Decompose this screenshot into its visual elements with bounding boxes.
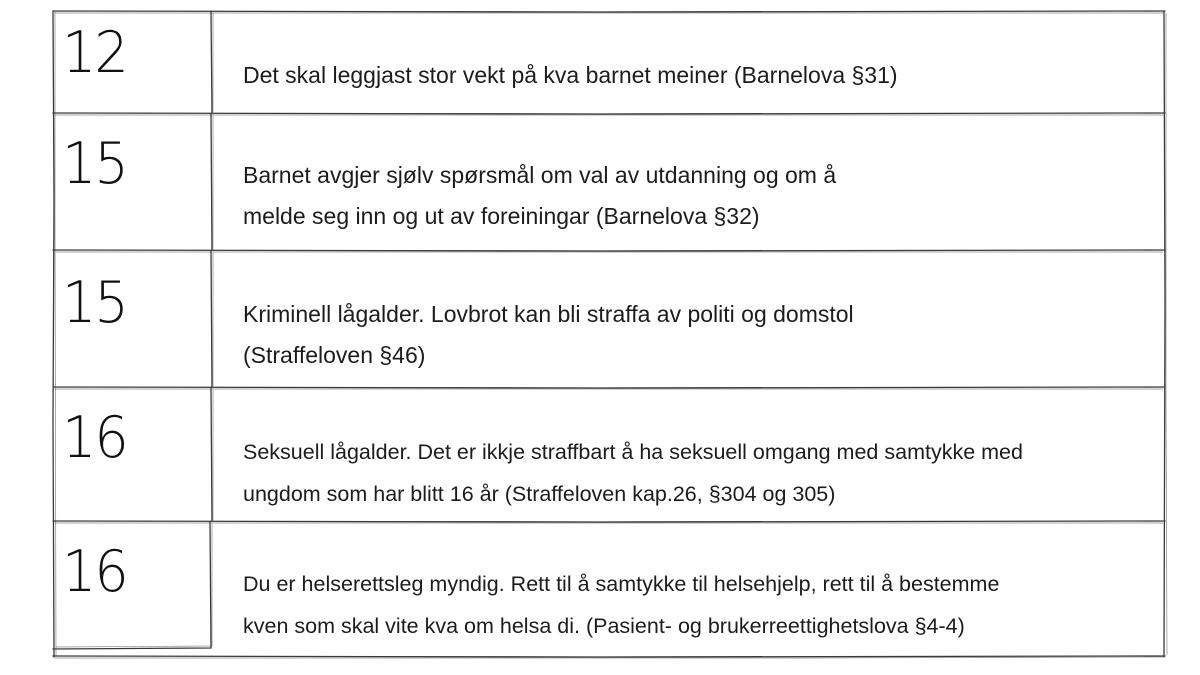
age-number: 12 [62, 19, 127, 86]
age-number: 15 [62, 269, 127, 336]
rule-description [243, 64, 898, 87]
rule-description [243, 303, 854, 367]
table-row [52, 251, 1165, 387]
table-row [52, 388, 1165, 521]
rule-line: kven som skal vite kva om helsa di. (Pasient- og brukerreettighetslova §4-4) [243, 613, 965, 638]
rule-line: ungdom som har blitt 16 år (Straffeloven kap.26, §304 og 305) [243, 481, 836, 506]
rule-description [243, 164, 836, 228]
age-number: 16 [62, 538, 127, 605]
age-number: 15 [62, 130, 127, 197]
rule-line: Kriminell lågalder. Lovbrot kan bli straffa av politi og domstol [243, 301, 854, 327]
rule-line: Du er helserettsleg myndig. Rett til å samtykke til helsehjelp, rett til å bestemme [243, 572, 1000, 596]
rule-line: (Straffeloven §46) [243, 342, 426, 368]
table-row [52, 11, 1165, 113]
rule-description [243, 574, 999, 637]
rule-line: melde seg inn og ut av foreiningar (Barnelova §32) [243, 203, 760, 229]
rule-line: Seksuell lågalder. Det er ikkje straffbart å ha seksuell omgang med samtykke med [243, 440, 1023, 464]
table-row [52, 114, 1165, 250]
rule-line: Barnet avgjer sjølv spørsmål om val av utdanning og om å [243, 162, 837, 188]
table-row [52, 522, 1165, 657]
age-number: 16 [62, 404, 127, 471]
rule-description [243, 442, 1023, 505]
rule-line: Det skal leggjast stor vekt på kva barnet meiner (Barnelova §31) [243, 62, 898, 88]
